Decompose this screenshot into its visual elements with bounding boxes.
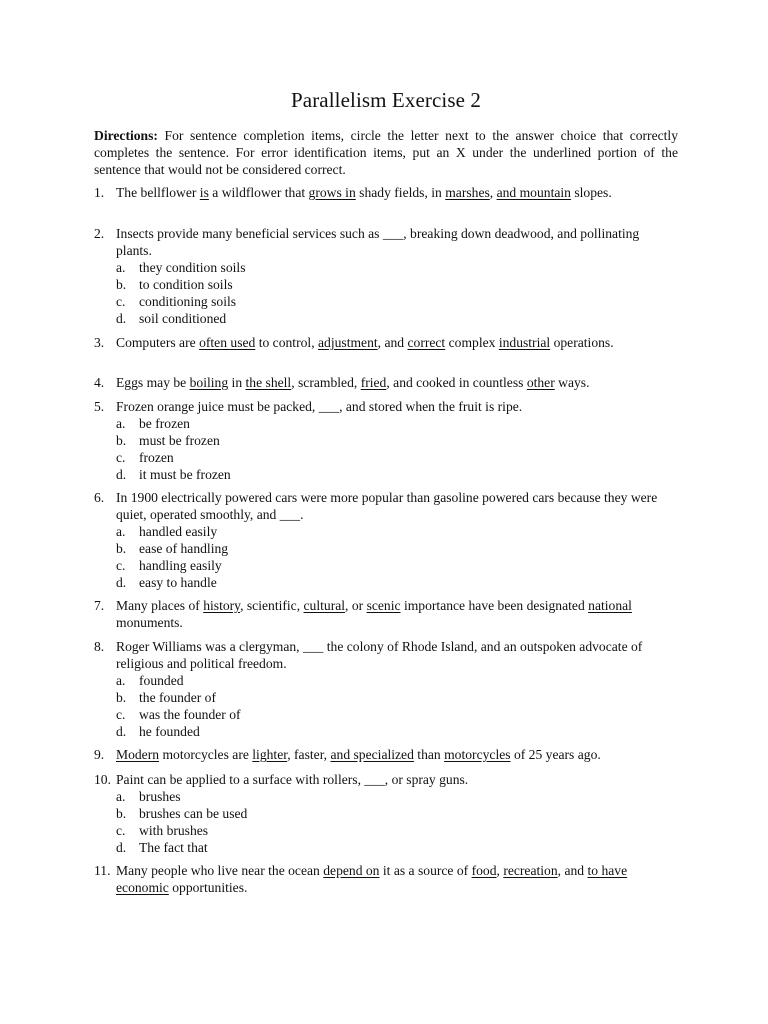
option-letter[interactable]: c. [116, 450, 126, 465]
question-text [116, 374, 678, 391]
question-number: 8. [94, 639, 105, 654]
text-segment: , and [377, 335, 408, 350]
underlined-segment[interactable]: and mountain [496, 185, 571, 200]
option-letter[interactable]: b. [116, 433, 127, 448]
answer-option[interactable] [116, 822, 678, 839]
underlined-segment[interactable]: recreation [503, 863, 558, 878]
question-7 [94, 597, 678, 631]
question-text [116, 862, 678, 896]
answer-options [116, 259, 678, 327]
text-segment: , and [557, 863, 588, 878]
text-segment: complex [445, 335, 499, 350]
underlined-segment[interactable]: and specialized [330, 747, 414, 762]
option-letter[interactable]: d. [116, 575, 127, 590]
answer-option[interactable] [116, 310, 678, 327]
underlined-segment[interactable]: the shell [245, 375, 292, 390]
text-segment: Many places of [116, 598, 204, 613]
option-text: ease of handling [139, 541, 229, 556]
underlined-segment[interactable]: depend on [323, 863, 380, 878]
text-segment: opportunities. [168, 880, 248, 895]
option-letter[interactable]: b. [116, 806, 127, 821]
option-text: was the founder of [139, 707, 241, 722]
answer-option[interactable] [116, 805, 678, 822]
option-letter[interactable]: c. [116, 707, 126, 722]
option-letter[interactable]: a. [116, 673, 126, 688]
option-letter[interactable]: a. [116, 524, 126, 539]
text-segment: to control, [255, 335, 318, 350]
underlined-segment[interactable]: other [526, 375, 555, 390]
text-segment: a wildflower that [208, 185, 309, 200]
answer-options [116, 788, 678, 856]
answer-option[interactable] [116, 557, 678, 574]
question-9 [94, 746, 678, 763]
text-segment: Eggs may be [116, 375, 190, 390]
text-segment: Insects provide many beneficial services such as ___, breaking down deadwood, and pollinating plants. [116, 226, 640, 258]
underlined-segment[interactable]: fried [360, 375, 387, 390]
option-letter[interactable]: a. [116, 416, 126, 431]
answer-option[interactable] [116, 706, 678, 723]
question-8 [94, 638, 678, 740]
answer-option[interactable] [116, 432, 678, 449]
text-segment: in [228, 375, 246, 390]
text-segment: Roger Williams was a clergyman, ___ the colony of Rhode Island, and an outspoken advocate of religious and political freedom. [116, 639, 643, 671]
question-text [116, 334, 678, 351]
answer-option[interactable] [116, 293, 678, 310]
option-letter[interactable]: b. [116, 277, 127, 292]
option-text: handled easily [139, 524, 218, 539]
option-text: easy to handle [139, 575, 217, 590]
text-segment: Frozen orange juice must be packed, ___, and stored when the fruit is ripe. [116, 399, 523, 414]
question-text [116, 771, 678, 788]
text-segment: Paint can be applied to a surface with rollers, ___, or spray guns. [116, 772, 469, 787]
question-11 [94, 862, 678, 896]
option-text: to condition soils [139, 277, 233, 292]
option-text: he founded [139, 724, 200, 739]
answer-option[interactable] [116, 672, 678, 689]
option-text: soil conditioned [139, 311, 227, 326]
option-text: must be frozen [139, 433, 220, 448]
question-text [116, 489, 678, 523]
underlined-segment[interactable]: to have economic [116, 863, 628, 895]
question-5 [94, 398, 678, 483]
option-text: brushes can be used [139, 806, 248, 821]
underlined-segment[interactable]: food [471, 863, 497, 878]
underlined-segment[interactable]: motorcycles [444, 747, 511, 762]
question-text [116, 638, 678, 672]
text-segment: it as a source of [379, 863, 472, 878]
underlined-segment[interactable]: marshes [445, 185, 490, 200]
question-number: 9. [94, 747, 105, 762]
text-segment: operations. [550, 335, 614, 350]
question-number: 6. [94, 490, 105, 505]
option-text: conditioning soils [139, 294, 237, 309]
text-segment: In 1900 electrically powered cars were more popular than gasoline powered cars because they were quiet, operated smoothly, and ___. [116, 490, 658, 522]
directions [94, 127, 678, 178]
answer-option[interactable] [116, 723, 678, 740]
option-letter[interactable]: c. [116, 823, 126, 838]
option-text: the founder of [139, 690, 217, 705]
underlined-segment[interactable]: Modern [116, 747, 160, 762]
underlined-segment[interactable]: is [199, 185, 209, 200]
answer-option[interactable] [116, 540, 678, 557]
text-segment: slopes. [570, 185, 612, 200]
underlined-segment[interactable]: lighter [252, 747, 288, 762]
answer-option[interactable] [116, 276, 678, 293]
question-number: 1. [94, 185, 105, 200]
text-segment: than [413, 747, 445, 762]
text-segment: motorcycles are [159, 747, 253, 762]
text-segment: of 25 years ago. [510, 747, 601, 762]
option-letter[interactable]: d. [116, 311, 127, 326]
question-number: 10. [94, 772, 111, 787]
option-letter[interactable]: c. [116, 558, 126, 573]
text-segment: importance have been designated [400, 598, 589, 613]
option-letter[interactable]: a. [116, 260, 126, 275]
question-number: 7. [94, 598, 105, 613]
question-text [116, 597, 678, 631]
option-letter[interactable]: d. [116, 467, 127, 482]
question-1 [94, 184, 678, 201]
underlined-segment[interactable]: cultural [303, 598, 346, 613]
question-3 [94, 334, 678, 351]
text-segment: , scientific, [240, 598, 304, 613]
directions-text: For sentence completion items, circle the letter next to the answer choice that correctly completes the sentence. For error identification items, put an X under the underlined portion of the sentence that would not be considered correct. [94, 128, 678, 177]
option-text: frozen [139, 450, 174, 465]
underlined-segment[interactable]: boiling [189, 375, 229, 390]
underlined-segment[interactable]: correct [407, 335, 446, 350]
text-segment: Computers are [116, 335, 200, 350]
text-segment: , and cooked in countless [386, 375, 527, 390]
text-segment: , faster, [287, 747, 331, 762]
question-6 [94, 489, 678, 591]
question-number: 11. [94, 863, 111, 878]
option-letter[interactable]: b. [116, 541, 127, 556]
question-2 [94, 225, 678, 327]
option-text: they condition soils [139, 260, 246, 275]
answer-option[interactable] [116, 574, 678, 591]
option-text: brushes [139, 789, 181, 804]
answer-options [116, 672, 678, 740]
text-segment: Many people who live near the ocean [116, 863, 324, 878]
underlined-segment[interactable]: industrial [498, 335, 551, 350]
underlined-segment[interactable]: history [203, 598, 241, 613]
option-text: handling easily [139, 558, 222, 573]
underlined-segment[interactable]: scenic [366, 598, 401, 613]
answer-options [116, 523, 678, 591]
question-text [116, 746, 678, 763]
answer-option[interactable] [116, 788, 678, 805]
option-text: The fact that [139, 840, 208, 855]
option-letter[interactable]: a. [116, 789, 126, 804]
text-segment: , [489, 185, 497, 200]
text-segment: monuments. [116, 615, 183, 630]
underlined-segment[interactable]: often used [199, 335, 256, 350]
text-segment: The bellflower [116, 185, 200, 200]
answer-option[interactable] [116, 466, 678, 483]
answer-option[interactable] [116, 839, 678, 856]
question-10 [94, 771, 678, 856]
text-segment: , [496, 863, 504, 878]
underlined-segment[interactable]: adjustment [318, 335, 378, 350]
question-text [116, 225, 678, 259]
text-segment: , scrambled, [291, 375, 361, 390]
text-segment: ways. [554, 375, 590, 390]
option-letter[interactable]: d. [116, 840, 127, 855]
question-text [116, 184, 678, 201]
answer-option[interactable] [116, 415, 678, 432]
question-number: 5. [94, 399, 105, 414]
question-number: 4. [94, 375, 105, 390]
answer-option[interactable] [116, 259, 678, 276]
question-number: 3. [94, 335, 105, 350]
option-letter[interactable]: c. [116, 294, 126, 309]
question-number: 2. [94, 226, 105, 241]
page-title: Parallelism Exercise 2 [291, 88, 481, 112]
option-text: it must be frozen [139, 467, 231, 482]
directions-label: Directions: [94, 128, 158, 143]
answer-option[interactable] [116, 523, 678, 540]
question-text [116, 398, 678, 415]
option-letter[interactable]: d. [116, 724, 127, 739]
underlined-segment[interactable]: grows in [308, 185, 356, 200]
option-text: with brushes [139, 823, 209, 838]
text-segment: shady fields, in [355, 185, 446, 200]
option-text: be frozen [139, 416, 190, 431]
text-segment: , or [345, 598, 367, 613]
answer-option[interactable] [116, 449, 678, 466]
underlined-segment[interactable]: national [588, 598, 632, 613]
option-text: founded [139, 673, 184, 688]
answer-options [116, 415, 678, 483]
answer-option[interactable] [116, 689, 678, 706]
option-letter[interactable]: b. [116, 690, 127, 705]
question-4 [94, 374, 678, 391]
